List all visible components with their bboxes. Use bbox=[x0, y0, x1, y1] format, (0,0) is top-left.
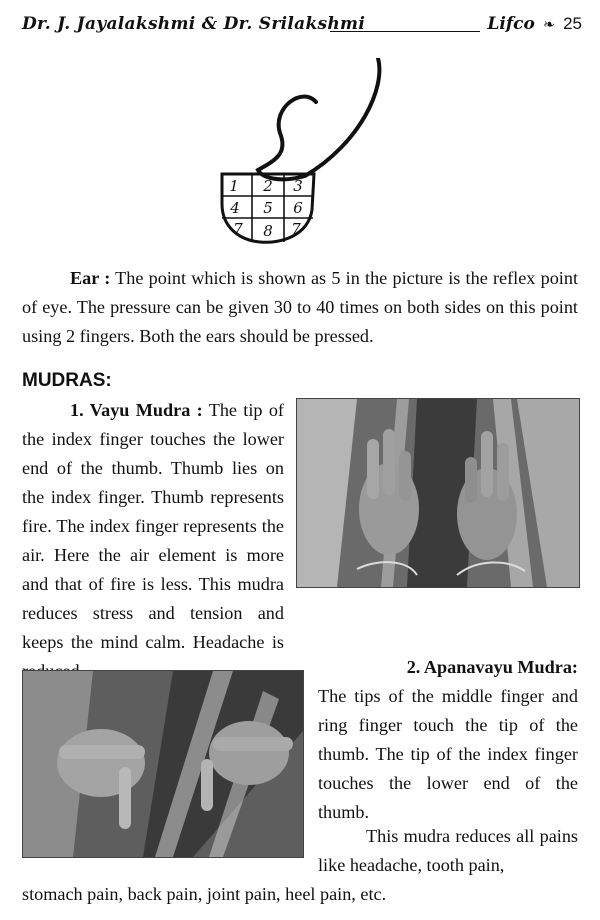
ear-point-2: 2 bbox=[263, 177, 273, 195]
page-number: 25 bbox=[563, 14, 582, 33]
header-right bbox=[487, 14, 582, 34]
ear-point-1: 1 bbox=[229, 177, 239, 195]
ear-point-4: 4 bbox=[230, 199, 240, 217]
header-rule bbox=[330, 31, 480, 32]
ear-diagram bbox=[210, 58, 400, 248]
header-publisher: Lifco bbox=[487, 14, 535, 34]
vayu-mudra-paragraph bbox=[22, 396, 284, 686]
ear-paragraph bbox=[22, 264, 578, 351]
apanavayu-mudra-text-3: stomach pain, back pain, joint pain, heel pain, etc. bbox=[22, 884, 387, 904]
ear-point-6: 6 bbox=[293, 199, 303, 217]
header-ornament-icon: ❧ bbox=[543, 18, 555, 33]
mudras-heading: MUDRAS: bbox=[22, 370, 112, 391]
ear-point-7b: 7 bbox=[291, 220, 301, 238]
ear-point-7a: 7 bbox=[233, 220, 243, 238]
ear-outline bbox=[258, 58, 379, 179]
vayu-mudra-text: The tip of the index finger touches the lower end of the thumb. Thumb lies on the index finger. Thumb represents fire. The index finger represents the air. Here the air element is more and that of fire is less. This mudra reduces stress and tension and keeps the mind calm. Headache is bbox=[22, 400, 284, 652]
ear-point-8: 8 bbox=[263, 222, 273, 240]
apanavayu-mudra-title: 2. Apanavayu Mudra: bbox=[406, 657, 578, 677]
apanavayu-mudra-text-1: The tips of the middle finger and ring finger touch the tip of the thumb. The tip of the index finger touches the lower end of the thumb. bbox=[318, 686, 578, 822]
vayu-mudra-title: 1. Vayu Mudra : bbox=[70, 400, 203, 420]
ear-point-3: 3 bbox=[293, 177, 303, 195]
ear-text: The point which is shown as 5 in the picture is the reflex point of eye. The pressure can be given 30 to 40 times on both sides on this point using 2 fingers. Both the ears should be pressed. bbox=[22, 268, 578, 346]
apanavayu-mudra-photo bbox=[22, 670, 304, 858]
apanavayu-mudra-text-2: This mudra reduces all pains like headache, tooth pain, bbox=[318, 826, 578, 875]
header-authors: Dr. J. Jayalakshmi & Dr. Srilakshmi bbox=[22, 14, 366, 34]
ear-label: Ear : bbox=[70, 268, 111, 288]
ear-point-5: 5 bbox=[263, 199, 273, 217]
vayu-mudra-photo bbox=[296, 398, 580, 588]
